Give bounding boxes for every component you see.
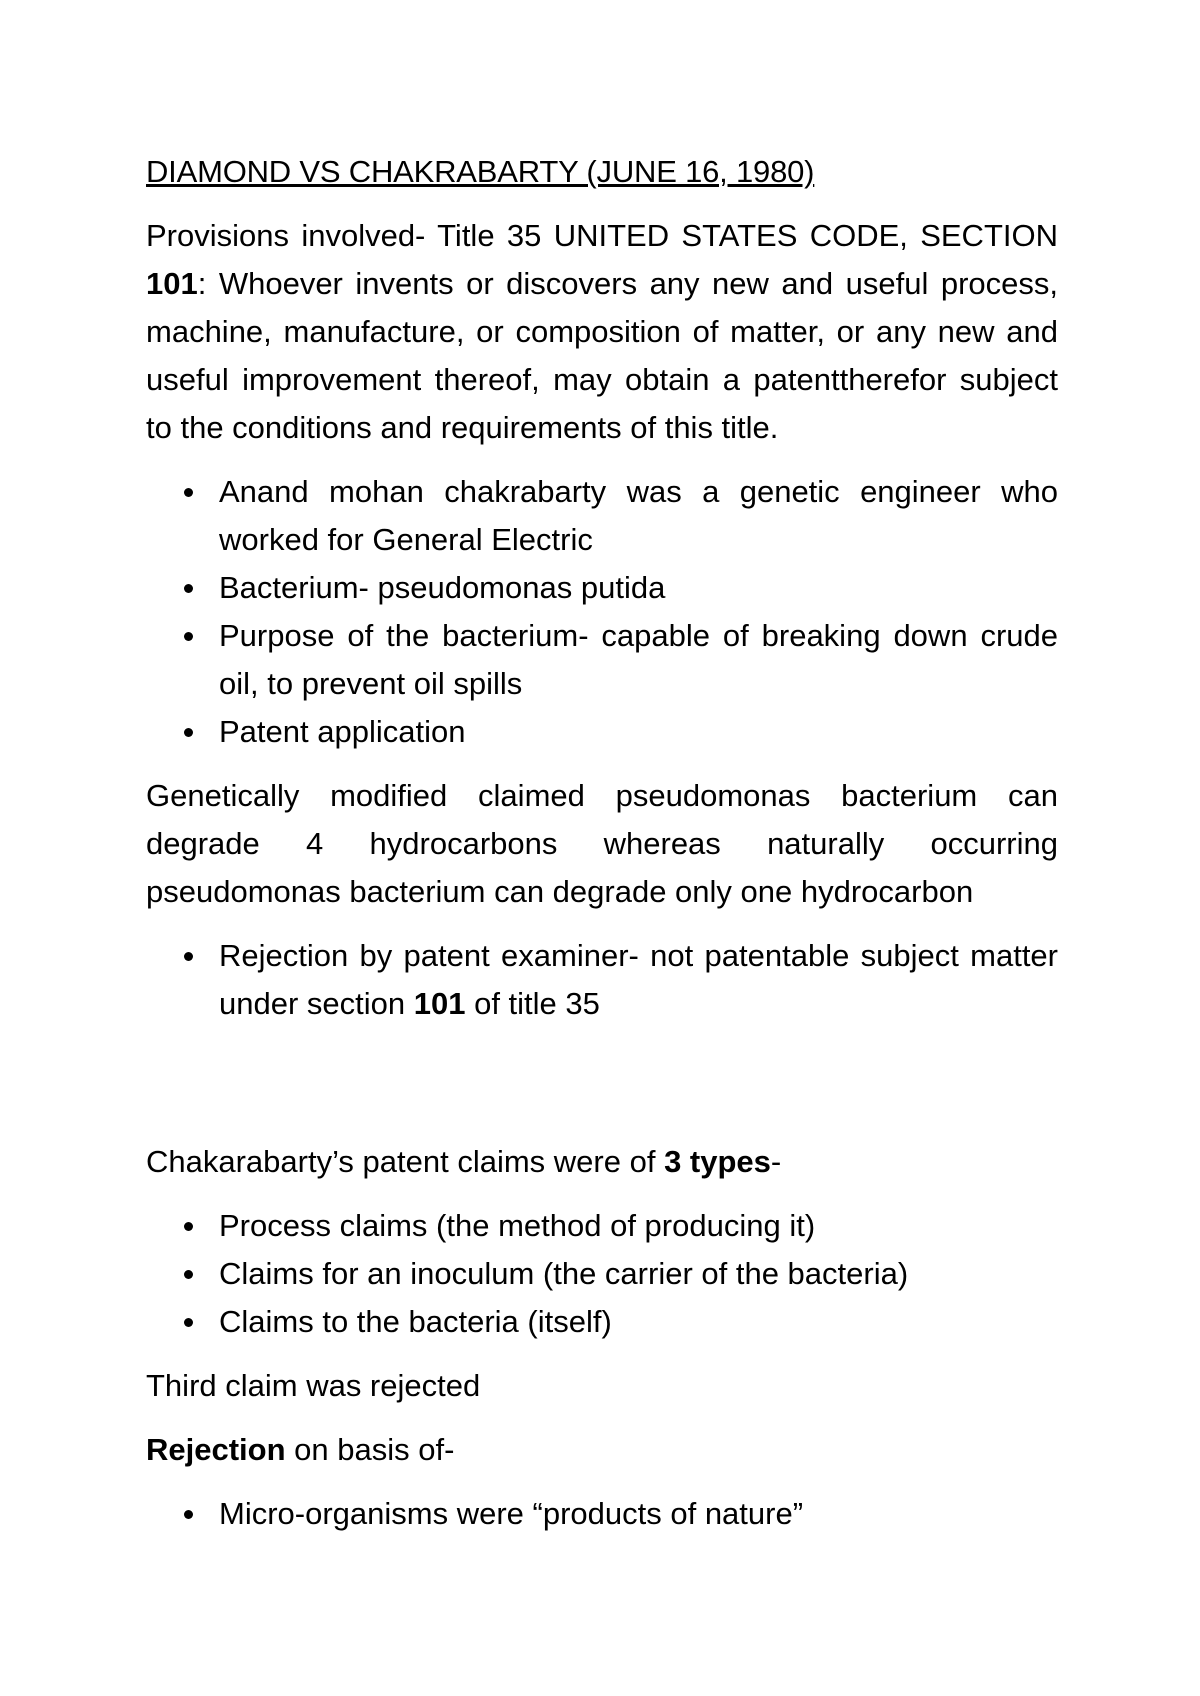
fact-text: Purpose of the bacterium- capable of breaking down crude oil, to prevent oil spills: [219, 618, 1058, 701]
claim-text: Claims to the bacteria (itself): [219, 1304, 612, 1339]
claims-list: [146, 1202, 1058, 1346]
facts-list: [146, 468, 1058, 756]
bullet-icon: [184, 632, 193, 641]
claim-text: Claims for an inoculum (the carrier of the bacteria): [219, 1256, 909, 1291]
genetic-paragraph: Genetically modified claimed pseudomonas bacterium can degrade 4 hydrocarbons whereas naturally occurring pseudomonas bacterium can degrade only one hydrocarbon: [146, 778, 1058, 909]
rejection-suffix: of title 35: [465, 986, 600, 1021]
claims-intro-count: 3 types: [664, 1144, 771, 1179]
rejection-basis-heading: [146, 1426, 1058, 1474]
fact-text: Anand mohan chakrabarty was a genetic engineer who worked for General Electric: [219, 474, 1058, 557]
bullet-icon: [184, 728, 193, 737]
list-item: [146, 708, 1058, 756]
provisions-text: : Whoever invents or discovers any new and useful process, machine, manufacture, or composition of matter, or any new and useful improvement thereof, may obtain a patenttherefor subject to the conditions and requirements of this title.: [146, 266, 1058, 445]
list-item: [146, 1250, 1058, 1298]
basis-list: [146, 1490, 1058, 1538]
list-item: [146, 932, 1058, 1028]
claim-text: Process claims (the method of producing it): [219, 1208, 816, 1243]
document-page: [146, 148, 1058, 1538]
rejection-basis-suffix: on basis of-: [285, 1432, 455, 1467]
document-title: DIAMOND VS CHAKRABARTY (JUNE 16, 1980): [146, 154, 815, 189]
basis-text: Micro-organisms were “products of nature”: [219, 1496, 804, 1531]
rejection-section-number: 101: [413, 986, 466, 1021]
provisions-section-number: 101: [146, 266, 198, 301]
bullet-icon: [184, 952, 193, 961]
list-item: [146, 1298, 1058, 1346]
bullet-icon: [184, 1270, 193, 1279]
fact-text: Bacterium- pseudomonas putida: [219, 570, 666, 605]
list-item: [146, 1490, 1058, 1538]
claims-intro: [146, 1138, 1058, 1186]
third-claim-text: Third claim was rejected: [146, 1368, 481, 1403]
list-item: [146, 1202, 1058, 1250]
bullet-icon: [184, 488, 193, 497]
rejection-basis-bold: Rejection: [146, 1432, 286, 1467]
bullet-icon: [184, 584, 193, 593]
bullet-icon: [184, 1510, 193, 1519]
rejection-list: [146, 932, 1058, 1028]
list-item: [146, 468, 1058, 564]
provisions-paragraph: [146, 212, 1058, 452]
rejection-prefix: Rejection by patent examiner- not patentable subject matter under section: [219, 938, 1058, 1021]
list-item: [146, 612, 1058, 708]
claims-intro-suffix: -: [770, 1144, 782, 1179]
bullet-icon: [184, 1222, 193, 1231]
fact-text: Patent application: [219, 714, 466, 749]
bullet-icon: [184, 1318, 193, 1327]
claims-intro-prefix: Chakarabarty’s patent claims were of: [146, 1144, 665, 1179]
provisions-prefix: Provisions involved- Title 35 UNITED STATES CODE, SECTION: [146, 218, 1058, 253]
list-item: [146, 564, 1058, 612]
